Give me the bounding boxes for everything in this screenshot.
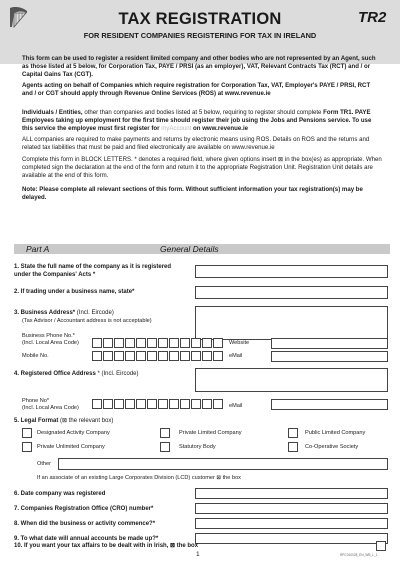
form-code: TR2 <box>358 9 387 26</box>
intro-paragraph-1: This form can be used to register a resident limited company and other bodies who are not represented by an Agent, such as those listed at 5 below, for Corporation Tax, PAYE / PRSI (as an employer), VAT, Relevant Contracts Tax (RCT) and / or Capital Gains Tax (CGT). <box>22 55 376 78</box>
page-number: 1 <box>196 551 200 558</box>
office-phone-label: Phone No* <box>22 398 50 404</box>
office-phone-sublabel: (Incl. Local Area Code) <box>22 405 79 411</box>
intro-paragraph-3: Individuals / Entities, other than companies and bodies listed at 5 below, requiring to register should complete Form TR1. PAYE Employees taking up employment for the first time should register their job using the Jobs and Pensions service. To use this service the employee must first register for myAccount on www.revenue.ie <box>22 109 372 132</box>
registered-office-input[interactable] <box>195 368 388 392</box>
other-label: Other <box>37 461 51 467</box>
mobile-label: Mobile No. <box>22 353 49 359</box>
co-op-checkbox[interactable] <box>288 442 298 452</box>
q3-label: 3. Business Address* (Incl. Eircode) <box>14 310 114 316</box>
website-label: Website <box>229 340 250 346</box>
part-label: Part A <box>26 244 50 254</box>
email-label: eMail <box>229 353 243 359</box>
q9-label: 9. To what date will annual accounts be made up?* <box>14 536 159 542</box>
irish-language-checkbox[interactable] <box>376 541 386 551</box>
statutory-body-label: Statutory Body <box>179 444 216 450</box>
part-title: General Details <box>160 244 219 254</box>
plc-checkbox[interactable] <box>288 428 298 438</box>
intro-note: Note: Please complete all relevant sections of this form. Without sufficient information your tax registration(s) may be delayed. <box>22 186 363 201</box>
co-op-label: Co-Operative Society <box>305 444 359 450</box>
dac-checkbox[interactable] <box>22 428 32 438</box>
email-input[interactable] <box>271 351 388 362</box>
office-phone-input[interactable] <box>92 399 224 409</box>
business-name-input[interactable] <box>195 286 388 299</box>
plc-label: Public Limited Company <box>305 430 366 436</box>
office-email-label: eMail <box>229 403 243 409</box>
q3-sub-label: (Tax Advisor / Accountant address is not acceptable) <box>22 318 152 324</box>
q7-label: 7. Companies Registration Office (CRO) number* <box>14 506 154 512</box>
private-limited-label: Private Limited Company <box>179 430 242 436</box>
accounts-date-input[interactable] <box>195 533 388 544</box>
intro-paragraph-5: Complete this form in BLOCK LETTERS. * denotes a required field, where given options insert ⊠ in the box(es) as appropriate. When completed sign the declaration at the end of the form and return it to the appropriate Registration Unit. Registration Unit details are available at the end of this form. <box>22 156 382 179</box>
q10-label: 10. If you want your tax affairs to be dealt with in Irish, ⊠ the box <box>14 543 199 549</box>
business-phone-input[interactable] <box>92 338 224 348</box>
cro-number-input[interactable] <box>195 503 388 514</box>
q6-label: 6. Date company was registered <box>14 491 106 497</box>
q8-label: 8. When did the business or activity commence?* <box>14 521 156 527</box>
registration-date-input[interactable] <box>195 488 388 499</box>
statutory-body-checkbox[interactable] <box>160 442 170 452</box>
page-title: TAX REGISTRATION <box>118 10 282 28</box>
intro-paragraph-4: ALL companies are required to make payments and returns by electronic means using ROS. Details on ROS and the returns and related tax liabilities that must be paid and filed electronically are available on www.revenue.ie <box>22 136 370 151</box>
lcd-label: If an associate of an existing Large Corporates Division (LCD) customer ⊠ the box <box>37 475 241 481</box>
commence-date-input[interactable] <box>195 518 388 529</box>
q5-label: 5. Legal Format (⊠ the relevant box) <box>14 418 114 424</box>
business-address-input[interactable] <box>195 306 388 340</box>
website-input[interactable] <box>271 338 388 349</box>
mobile-input[interactable] <box>92 351 224 361</box>
private-unlimited-label: Private Unlimited Company <box>37 444 105 450</box>
office-email-input[interactable] <box>271 399 388 410</box>
q4-label: 4. Registered Office Address * (Incl. Eircode) <box>14 371 139 377</box>
form-reference-code: RPC010028_EN_WB_L_1 <box>340 553 378 557</box>
company-name-input[interactable] <box>195 265 388 278</box>
dac-label: Designated Activity Company <box>37 430 110 436</box>
q2-label: 2. If trading under a business name, state* <box>14 289 135 295</box>
business-phone-sublabel: (Incl. Local Area Code) <box>22 340 79 346</box>
business-phone-label: Business Phone No.* <box>22 333 75 339</box>
private-unlimited-checkbox[interactable] <box>22 442 32 452</box>
private-limited-checkbox[interactable] <box>160 428 170 438</box>
intro-paragraph-2: Agents acting on behalf of Companies which require registration for Corporation Tax, VAT, Employer's PAYE / PRSI, RCT and / or CGT should apply through Revenue Online Services (ROS) at www.revenue.ie <box>22 82 371 97</box>
other-format-input[interactable] <box>58 458 388 470</box>
q1-label: 1. State the full name of the company as it is registered under the Companies' Acts * <box>14 264 172 278</box>
page-subtitle: FOR RESIDENT COMPANIES REGISTERING FOR TAX IN IRELAND <box>83 31 317 40</box>
